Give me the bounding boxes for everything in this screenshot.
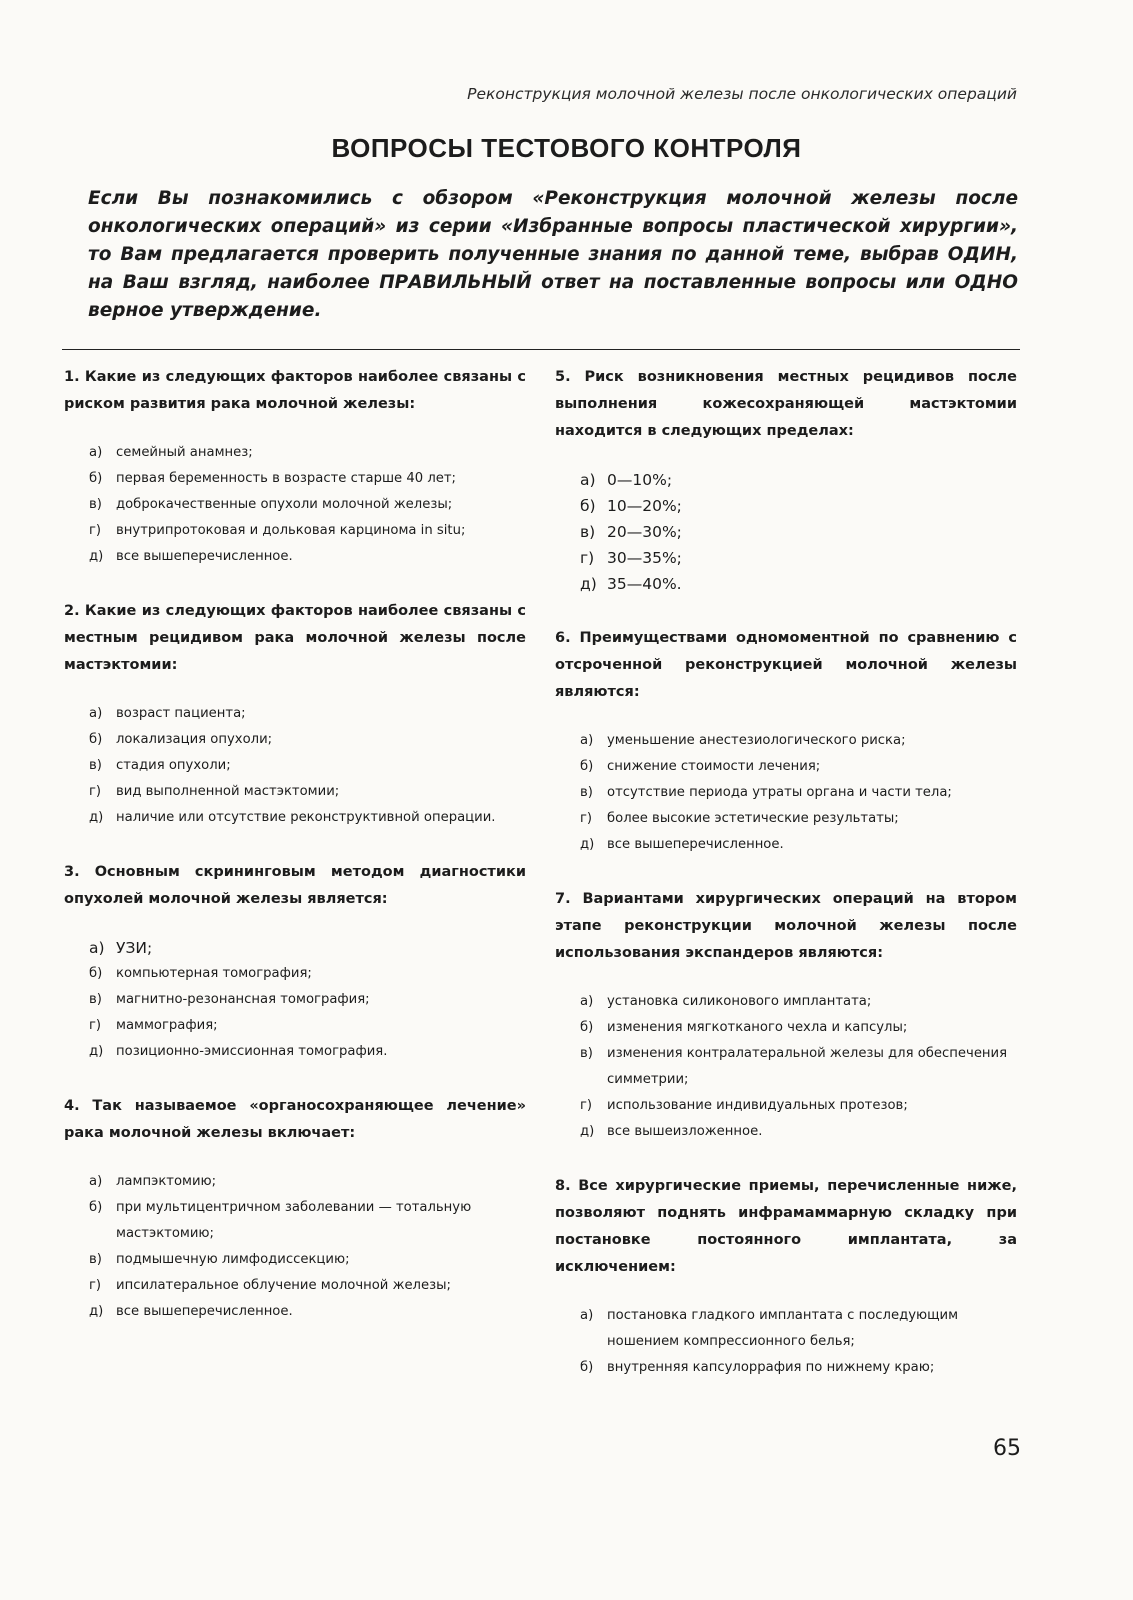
option-text: установка силиконового имплантата; bbox=[607, 994, 872, 1009]
option bbox=[89, 1039, 526, 1065]
option bbox=[580, 728, 1017, 754]
option-letter: д) bbox=[89, 1304, 104, 1319]
option-letter: д) bbox=[580, 575, 597, 593]
option-text: возраст пациента; bbox=[116, 706, 246, 721]
option-text: ипсилатеральное облучение молочной железы; bbox=[116, 1278, 451, 1293]
option-letter: г) bbox=[89, 1278, 102, 1293]
option-text: семейный анамнез; bbox=[116, 445, 253, 460]
option-text: компьютерная томография; bbox=[116, 966, 312, 981]
question-text: 6. Преимуществами одномоментной по сравнению с отсроченной реконструкцией молочной железы являются: bbox=[555, 630, 1017, 700]
option bbox=[580, 806, 1017, 832]
option-letter: б) bbox=[89, 471, 103, 486]
question-8 bbox=[555, 1173, 1017, 1381]
options-list bbox=[64, 440, 526, 570]
option-letter: в) bbox=[89, 992, 102, 1007]
option bbox=[580, 989, 1017, 1015]
option bbox=[580, 467, 1017, 493]
left-column bbox=[64, 364, 526, 1353]
option-text: 30—35%; bbox=[607, 549, 682, 567]
question-2 bbox=[64, 598, 526, 831]
option bbox=[89, 805, 526, 831]
option bbox=[89, 753, 526, 779]
option bbox=[89, 440, 526, 466]
option bbox=[89, 987, 526, 1013]
option bbox=[89, 544, 526, 570]
option-text: вид выполненной мастэктомии; bbox=[116, 784, 340, 799]
option-text: все вышеперечисленное. bbox=[607, 837, 784, 852]
page-number: 65 bbox=[993, 1436, 1021, 1461]
option bbox=[580, 1093, 1017, 1119]
option-text: подмышечную лимфодиссекцию; bbox=[116, 1252, 350, 1267]
option-text: изменения контралатеральной железы для обеспечения симметрии; bbox=[607, 1046, 1008, 1087]
option bbox=[89, 727, 526, 753]
option-letter: а) bbox=[580, 471, 596, 489]
option-letter: б) bbox=[580, 1020, 594, 1035]
question-text: 1. Какие из следующих факторов наиболее связаны с риском развития рака молочной железы: bbox=[64, 369, 526, 412]
option bbox=[89, 1013, 526, 1039]
question-text: 3. Основным скрининговым методом диагностики опухолей молочной железы является: bbox=[64, 864, 526, 907]
question-7 bbox=[555, 886, 1017, 1145]
option-text: внутренняя капсулоррафия по нижнему краю; bbox=[607, 1360, 935, 1375]
option-text: внутрипротоковая и дольковая карцинома in situ; bbox=[116, 523, 466, 538]
option-text: позиционно-эмиссионная томография. bbox=[116, 1044, 388, 1059]
question-6 bbox=[555, 625, 1017, 858]
option-text: более высокие эстетические результаты; bbox=[607, 811, 899, 826]
option bbox=[580, 1355, 1017, 1381]
options-list bbox=[64, 1169, 526, 1325]
option-text: при мультицентричном заболевании — тотальную мастэктомию; bbox=[116, 1200, 472, 1241]
running-header: Реконструкция молочной железы после онкологических операций bbox=[467, 85, 1017, 103]
option bbox=[580, 519, 1017, 545]
option-letter: а) bbox=[580, 733, 594, 748]
option-letter: д) bbox=[89, 810, 104, 825]
option-text: 35—40%. bbox=[607, 575, 682, 593]
option-letter: а) bbox=[89, 706, 103, 721]
options-list bbox=[555, 467, 1017, 597]
question-text: 4. Так называемое «органосохраняющее лечение» рака молочной железы включает: bbox=[64, 1098, 526, 1141]
option bbox=[89, 1195, 526, 1247]
option bbox=[580, 780, 1017, 806]
option-text: 10—20%; bbox=[607, 497, 682, 515]
option-text: все вышеизложенное. bbox=[607, 1124, 763, 1139]
option-text: маммография; bbox=[116, 1018, 218, 1033]
option-letter: в) bbox=[580, 1046, 593, 1061]
option-text: первая беременность в возрасте старше 40 лет; bbox=[116, 471, 456, 486]
option-text: все вышеперечисленное. bbox=[116, 549, 293, 564]
option-text: отсутствие периода утраты органа и части тела; bbox=[607, 785, 952, 800]
option-text: все вышеперечисленное. bbox=[116, 1304, 293, 1319]
option bbox=[89, 492, 526, 518]
option-text: УЗИ; bbox=[116, 939, 153, 957]
option-letter: г) bbox=[580, 1098, 593, 1113]
option-letter: д) bbox=[580, 1124, 595, 1139]
option-text: снижение стоимости лечения; bbox=[607, 759, 821, 774]
option-letter: б) bbox=[580, 759, 594, 774]
option-letter: г) bbox=[89, 523, 102, 538]
option bbox=[89, 779, 526, 805]
options-list bbox=[555, 728, 1017, 858]
option bbox=[89, 1169, 526, 1195]
option bbox=[580, 545, 1017, 571]
question-4 bbox=[64, 1093, 526, 1325]
option-letter: г) bbox=[89, 1018, 102, 1033]
question-1 bbox=[64, 364, 526, 570]
right-column bbox=[555, 364, 1017, 1409]
option-letter: д) bbox=[89, 1044, 104, 1059]
option-text: стадия опухоли; bbox=[116, 758, 231, 773]
option-letter: в) bbox=[89, 497, 102, 512]
option bbox=[89, 518, 526, 544]
options-list bbox=[555, 989, 1017, 1145]
option-text: изменения мягкотканого чехла и капсулы; bbox=[607, 1020, 908, 1035]
option bbox=[580, 571, 1017, 597]
option-letter: г) bbox=[89, 784, 102, 799]
option-letter: а) bbox=[580, 1308, 594, 1323]
option-text: использование индивидуальных протезов; bbox=[607, 1098, 908, 1113]
option-text: постановка гладкого имплантата с последующим ношением компрессионного белья; bbox=[607, 1308, 959, 1349]
intro-paragraph: Если Вы познакомились с обзором «Реконструкция молочной железы после онкологических операций» из серии «Избранные вопросы пластической хирургии», то Вам предлагается проверить полученные знания по данной теме, выбрав ОДИН, на Ваш взгляд, наиболее ПРАВИЛЬНЫЙ ответ на поставленные вопросы или ОДНО верное утверждение. bbox=[88, 188, 1018, 321]
option-letter: в) bbox=[580, 523, 596, 541]
question-text: 5. Риск возникновения местных рецидивов после выполнения кожесохраняющей мастэктомии находится в следующих пределах: bbox=[555, 369, 1017, 439]
option-letter: б) bbox=[89, 966, 103, 981]
option bbox=[89, 701, 526, 727]
option-text: наличие или отсутствие реконструктивной операции. bbox=[116, 810, 496, 825]
option-letter: а) bbox=[89, 445, 103, 460]
option-letter: б) bbox=[89, 1200, 103, 1215]
option bbox=[580, 1015, 1017, 1041]
options-list bbox=[64, 935, 526, 1065]
option bbox=[580, 832, 1017, 858]
option bbox=[89, 935, 526, 961]
option-text: уменьшение анестезиологического риска; bbox=[607, 733, 906, 748]
option-letter: б) bbox=[580, 1360, 594, 1375]
options-list bbox=[64, 701, 526, 831]
option-letter: д) bbox=[580, 837, 595, 852]
option-letter: а) bbox=[89, 1174, 103, 1189]
option bbox=[580, 1119, 1017, 1145]
option-letter: в) bbox=[89, 758, 102, 773]
option bbox=[89, 1299, 526, 1325]
option bbox=[89, 1273, 526, 1299]
option-letter: в) bbox=[89, 1252, 102, 1267]
question-5 bbox=[555, 364, 1017, 597]
option-letter: в) bbox=[580, 785, 593, 800]
option-text: лампэктомию; bbox=[116, 1174, 217, 1189]
option-letter: а) bbox=[89, 939, 105, 957]
option-letter: г) bbox=[580, 549, 595, 567]
option bbox=[580, 1303, 1017, 1355]
option-text: магнитно-резонансная томография; bbox=[116, 992, 370, 1007]
option bbox=[580, 754, 1017, 780]
option-text: локализация опухоли; bbox=[116, 732, 273, 747]
option-letter: г) bbox=[580, 811, 593, 826]
page-title: ВОПРОСЫ ТЕСТОВОГО КОНТРОЛЯ bbox=[331, 133, 802, 163]
option-letter: а) bbox=[580, 994, 594, 1009]
options-list bbox=[555, 1303, 1017, 1381]
option bbox=[89, 1247, 526, 1273]
option bbox=[89, 961, 526, 987]
option-letter: д) bbox=[89, 549, 104, 564]
option bbox=[89, 466, 526, 492]
question-3 bbox=[64, 859, 526, 1065]
option-text: 20—30%; bbox=[607, 523, 682, 541]
question-text: 2. Какие из следующих факторов наиболее связаны с местным рецидивом рака молочной железы после мастэктомии: bbox=[64, 603, 526, 673]
option bbox=[580, 1041, 1017, 1093]
option-text: доброкачественные опухоли молочной железы; bbox=[116, 497, 453, 512]
question-text: 8. Все хирургические приемы, перечисленные ниже, позволяют поднять инфрамаммарную складку при постановке постоянного имплантата, за исключением: bbox=[555, 1178, 1017, 1275]
option-letter: б) bbox=[89, 732, 103, 747]
option bbox=[580, 493, 1017, 519]
option-text: 0—10%; bbox=[607, 471, 673, 489]
divider-rule bbox=[62, 349, 1020, 350]
option-letter: б) bbox=[580, 497, 596, 515]
question-text: 7. Вариантами хирургических операций на втором этапе реконструкции молочной железы после использования экспандеров являются: bbox=[555, 891, 1017, 961]
